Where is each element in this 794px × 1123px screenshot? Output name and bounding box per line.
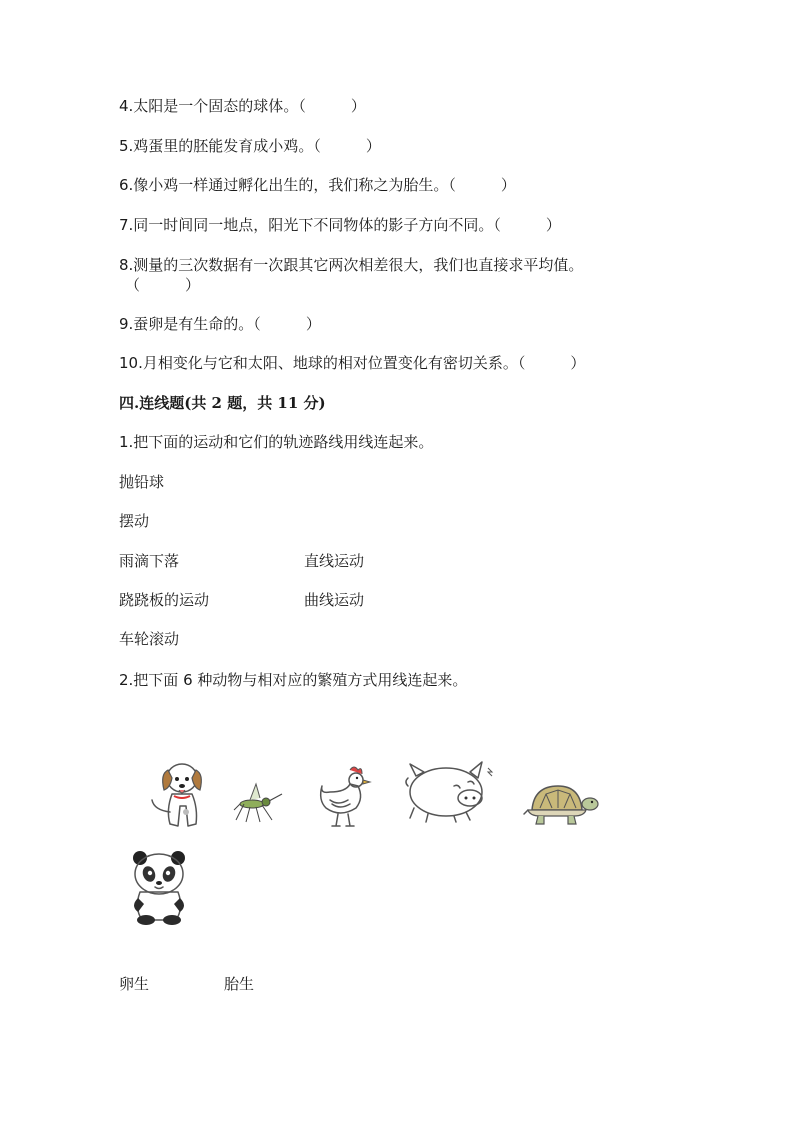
judgement-item-8-blank: （ ） — [125, 276, 201, 294]
hen-icon — [318, 764, 372, 834]
judgement-item-8: 8.测量的三次数据有一次跟其它两次相差很大，我们也直接求平均值。 — [119, 256, 584, 274]
judgement-item-6: 6.像小鸡一样通过孵化出生的，我们称之为胎生。（ ） — [119, 176, 516, 194]
option-oviparous: 卵生 — [119, 975, 150, 993]
option-viviparous: 胎生 — [224, 975, 255, 993]
trajectory-item: 直线运动 — [304, 552, 365, 570]
section-heading: 四.连线题(共 2 题，共 11 分) — [119, 394, 326, 412]
pig-icon — [404, 758, 496, 828]
judgement-item-5: 5.鸡蛋里的胚能发育成小鸡。（ ） — [119, 137, 381, 155]
motion-item: 抛铅球 — [119, 473, 165, 491]
dog-icon — [148, 760, 210, 836]
motion-item: 车轮滚动 — [119, 630, 180, 648]
judgement-item-7: 7.同一时间同一地点，阳光下不同物体的影子方向不同。（ ） — [119, 216, 561, 234]
question-2-prompt: 2.把下面 6 种动物与相对应的繁殖方式用线连起来。 — [119, 671, 468, 689]
judgement-item-9: 9.蚕卵是有生命的。（ ） — [119, 315, 321, 333]
judgement-item-10: 10.月相变化与它和太阳、地球的相对位置变化有密切关系。（ ） — [119, 354, 586, 372]
motion-item: 跷跷板的运动 — [119, 591, 210, 609]
question-1-prompt: 1.把下面的运动和它们的轨迹路线用线连起来。 — [119, 433, 434, 451]
panda-icon — [128, 848, 192, 930]
judgement-item-4: 4.太阳是一个固态的球体。（ ） — [119, 97, 366, 115]
motion-item: 雨滴下落 — [119, 552, 180, 570]
trajectory-item: 曲线运动 — [304, 591, 365, 609]
turtle-icon — [524, 780, 600, 832]
mosquito-icon — [232, 780, 284, 830]
motion-item: 摆动 — [119, 512, 150, 530]
